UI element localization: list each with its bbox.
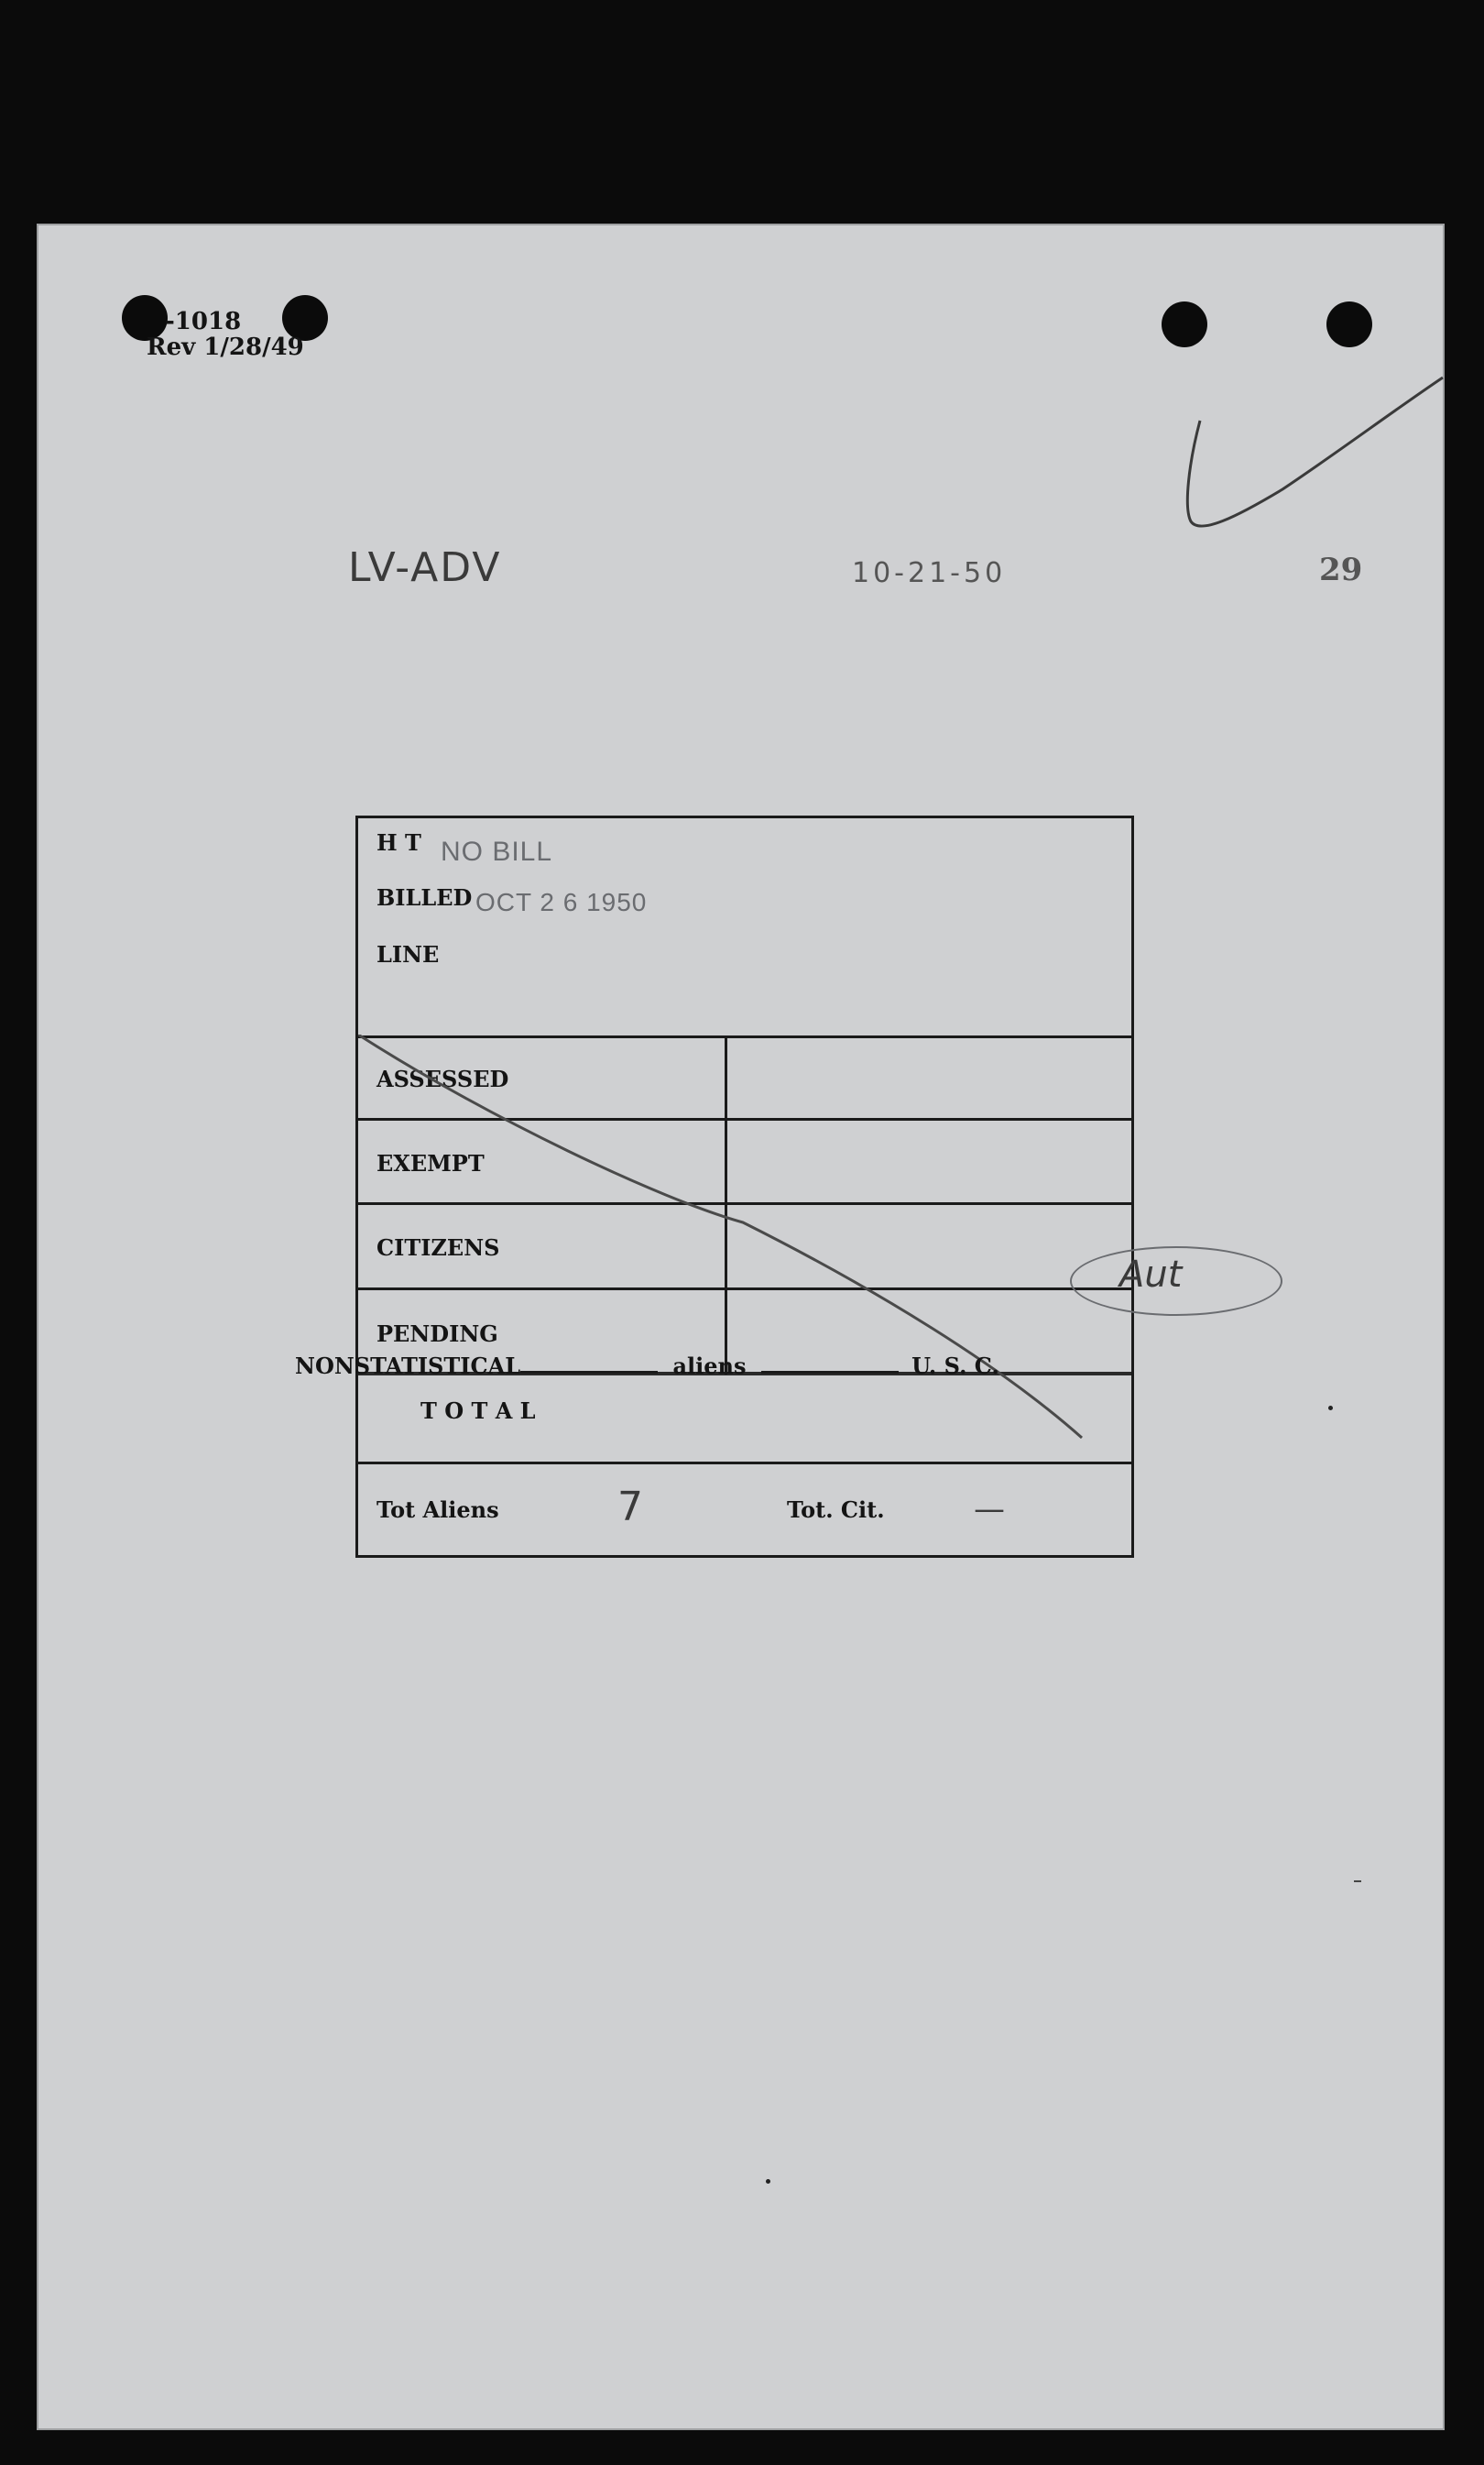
handwritten-date: 10-21-50 [852, 557, 1007, 589]
header-row-line: LINE [376, 941, 440, 968]
document-sheet [37, 224, 1445, 2430]
tot-cit-label: Tot. Cit. [787, 1496, 885, 1523]
nonstatistical-usc: U. S. C. [911, 1353, 999, 1379]
nonstatistical-label: NONSTATISTICAL [295, 1353, 521, 1379]
header-row-billed: BILLED [376, 884, 473, 911]
form-number: -1018 [165, 308, 242, 335]
page-number: 29 [1319, 552, 1363, 588]
nonstatistical-aliens: aliens [672, 1353, 747, 1379]
total-label: T O T A L [420, 1397, 536, 1424]
tally-form [355, 816, 1134, 1558]
tot-aliens-value: 7 [617, 1484, 643, 1530]
header-row-ht: H T [376, 829, 421, 856]
stamp-no-bill: NO BILL [441, 837, 553, 867]
cancel-diagonal-stroke [358, 1035, 1131, 1465]
stamp-date: OCT 2 6 1950 [475, 888, 648, 916]
tot-aliens-label: Tot Aliens [376, 1496, 499, 1523]
tot-cit-value: — [974, 1491, 1005, 1528]
initials: Aut [1119, 1254, 1183, 1296]
check-mark-stroke [1163, 334, 1447, 544]
row-label-citizens: CITIZENS [376, 1234, 500, 1261]
row-label-pending: PENDING [376, 1320, 498, 1347]
handwritten-code: LV-ADV [348, 544, 502, 591]
form-revision: Rev 1/28/49 [147, 334, 304, 361]
row-label-assessed: ASSESSED [376, 1066, 509, 1092]
row-label-exempt: EXEMPT [376, 1150, 485, 1177]
nonstatistical-line [295, 1353, 999, 1379]
